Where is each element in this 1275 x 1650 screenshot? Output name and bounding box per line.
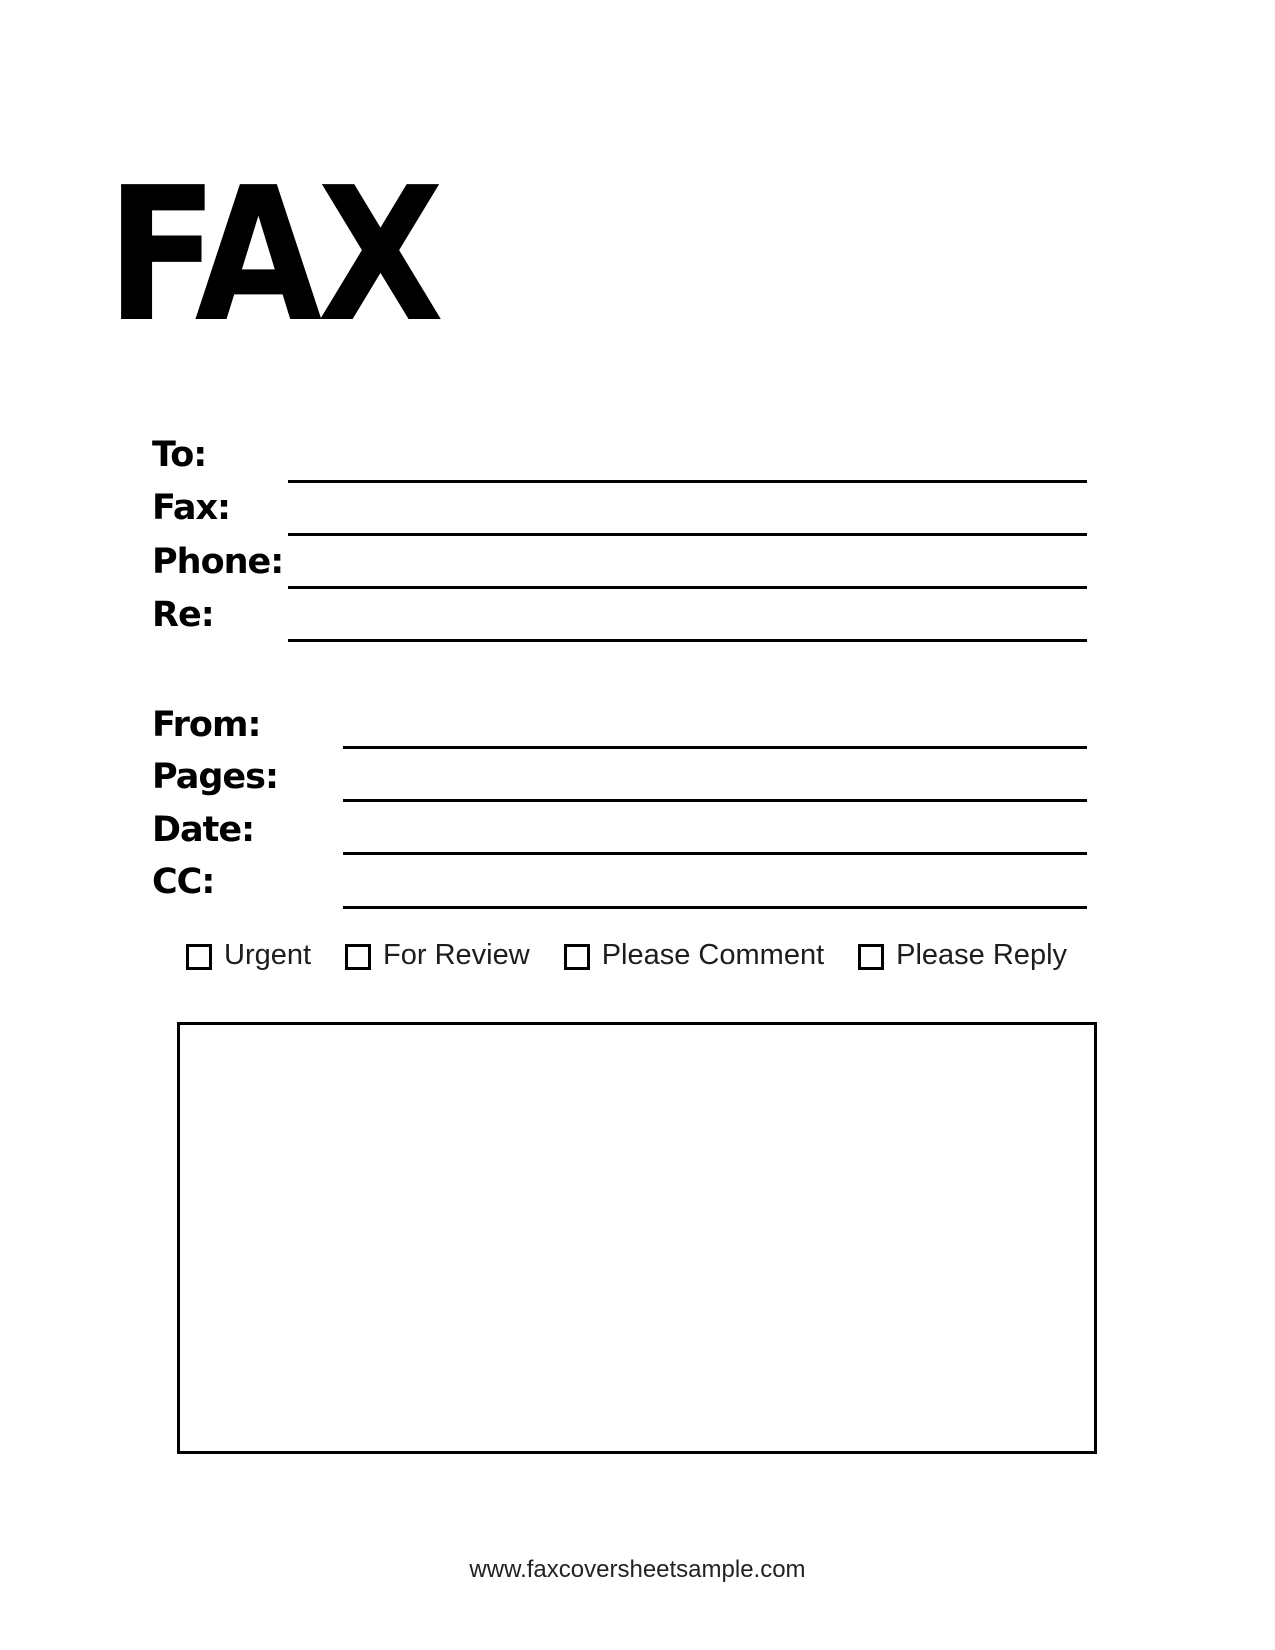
please-reply-checkbox-icon[interactable] bbox=[858, 944, 884, 970]
fax-logo-title: FAX bbox=[106, 147, 440, 363]
pages-input-line[interactable] bbox=[343, 774, 1087, 802]
phone-input-line[interactable] bbox=[288, 561, 1087, 589]
re-input-line[interactable] bbox=[288, 614, 1087, 642]
urgent-checkbox-icon[interactable] bbox=[186, 944, 212, 970]
please-comment-checkbox-icon[interactable] bbox=[564, 944, 590, 970]
from-input-line[interactable] bbox=[343, 721, 1087, 749]
checkbox-urgent[interactable] bbox=[186, 941, 311, 970]
for-review-checkbox-icon[interactable] bbox=[345, 944, 371, 970]
field-label-fax: Fax: bbox=[152, 488, 231, 528]
checkbox-label-please-comment: Please Comment bbox=[601, 939, 825, 971]
checkbox-label-please-reply: Please Reply bbox=[896, 939, 1068, 971]
message-box[interactable] bbox=[177, 1022, 1097, 1454]
checkbox-please-reply[interactable] bbox=[858, 941, 1067, 970]
field-label-date: Date: bbox=[152, 810, 255, 850]
checkbox-please-comment[interactable] bbox=[564, 941, 824, 970]
checkbox-for-review[interactable] bbox=[345, 941, 530, 970]
field-label-phone: Phone: bbox=[152, 542, 284, 582]
footer-url: www.faxcoversheetsample.com bbox=[469, 1556, 806, 1583]
field-label-pages: Pages: bbox=[152, 757, 278, 797]
field-label-to: To: bbox=[152, 435, 207, 475]
date-input-line[interactable] bbox=[343, 827, 1087, 855]
checkbox-label-urgent: Urgent bbox=[224, 939, 312, 971]
field-label-re: Re: bbox=[152, 595, 214, 635]
field-label-from: From: bbox=[152, 705, 261, 745]
to-input-line[interactable] bbox=[288, 455, 1087, 483]
field-label-cc: CC: bbox=[152, 862, 215, 902]
checkbox-row bbox=[186, 941, 1067, 970]
cc-input-line[interactable] bbox=[343, 881, 1087, 909]
checkbox-label-for-review: For Review bbox=[383, 939, 530, 971]
fax-input-line[interactable] bbox=[288, 508, 1087, 536]
